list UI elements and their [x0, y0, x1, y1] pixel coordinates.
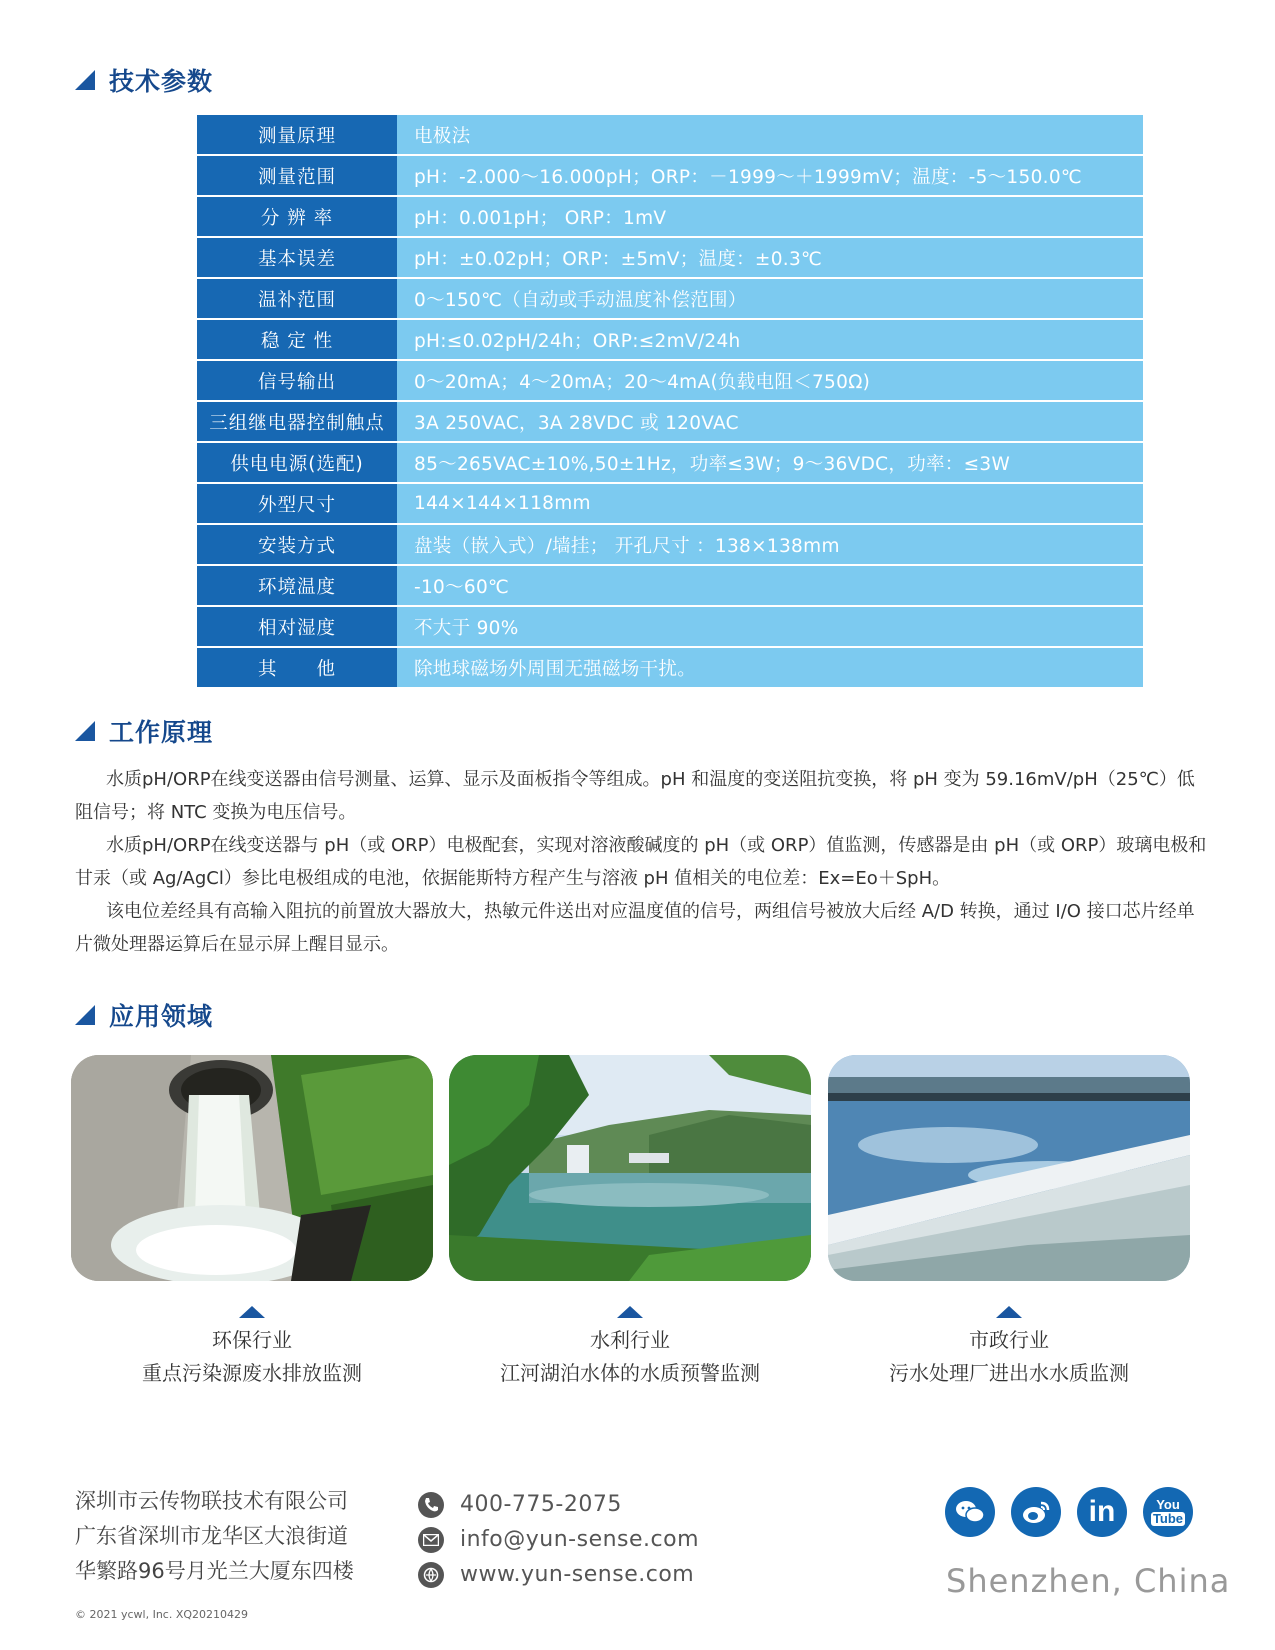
- youtube-icon[interactable]: You Tube: [1143, 1487, 1193, 1537]
- spec-row: [197, 279, 1143, 318]
- contact-phone[interactable]: 400-775-2075: [418, 1487, 699, 1522]
- spec-value: 85～265VAC±10%,50±1Hz，功率≤3W；9～36VDC，功率：≤3W: [397, 443, 1143, 482]
- globe-icon: [418, 1562, 444, 1588]
- spec-row: [197, 402, 1143, 441]
- spec-value: pH：-2.000～16.000pH；ORP：－1999～＋1999mV；温度：-5～150.0℃: [397, 156, 1143, 195]
- spec-key: 信号输出: [197, 361, 397, 400]
- spec-value: 3A 250VAC，3A 28VDC 或 120VAC: [397, 402, 1143, 441]
- spec-key: 外型尺寸: [197, 484, 397, 523]
- spec-row: [197, 320, 1143, 359]
- spec-key: 环境温度: [197, 566, 397, 605]
- spec-row: [197, 197, 1143, 236]
- spec-row: [197, 115, 1143, 154]
- section-title-tech: 技术参数: [75, 62, 213, 98]
- spec-key: 温补范围: [197, 279, 397, 318]
- contact-list: [418, 1487, 699, 1592]
- email-icon: [418, 1527, 444, 1553]
- city-label: Shenzhen, China: [946, 1562, 1231, 1600]
- spec-key: 安装方式: [197, 525, 397, 564]
- linkedin-icon[interactable]: in: [1077, 1487, 1127, 1537]
- spec-row: [197, 648, 1143, 687]
- phone-icon: [418, 1492, 444, 1518]
- spec-row: [197, 525, 1143, 564]
- caption-environmental: 环保行业 重点污染源废水排放监测: [71, 1306, 433, 1390]
- spec-value: pH:≤0.02pH/24h；ORP:≤2mV/24h: [397, 320, 1143, 359]
- spec-row: [197, 238, 1143, 277]
- spec-key: 基本误差: [197, 238, 397, 277]
- spec-key: 其 他: [197, 648, 397, 687]
- spec-value: 144×144×118mm: [397, 484, 1143, 523]
- spec-row: [197, 607, 1143, 646]
- spec-table: [197, 113, 1143, 689]
- spec-row: [197, 484, 1143, 523]
- section-title-principle: 工作原理: [75, 713, 213, 749]
- spec-key: 三组继电器控制触点: [197, 402, 397, 441]
- section-title-application: 应用领域: [75, 997, 213, 1033]
- principle-paragraph: 水质pH/ORP在线变送器由信号测量、运算、显示及面板指令等组成。pH 和温度的变送阻抗变换，将 pH 变为 59.16mV/pH（25℃）低阻信号；将 NTC 变换为电压信号。: [75, 769, 1195, 823]
- spec-value: 除地球磁场外周围无强磁场干扰。: [397, 648, 1143, 687]
- spec-key: 测量范围: [197, 156, 397, 195]
- spec-value: -10～60℃: [397, 566, 1143, 605]
- spec-row: [197, 443, 1143, 482]
- spec-row: [197, 566, 1143, 605]
- spec-value: pH：0.001pH； ORP：1mV: [397, 197, 1143, 236]
- spec-key: 测量原理: [197, 115, 397, 154]
- triangle-marker-icon: [617, 1306, 643, 1318]
- address-line: 华繁路96号月光兰大厦东四楼: [75, 1559, 354, 1583]
- caption-water-conservancy: 水利行业 江河湖泊水体的水质预警监测: [449, 1306, 811, 1390]
- spec-row: [197, 361, 1143, 400]
- company-name: 深圳市云传物联技术有限公司: [75, 1489, 348, 1513]
- triangle-marker-icon: [75, 1005, 95, 1025]
- copyright: © 2021 ycwl, Inc. XQ20210429: [75, 1608, 249, 1621]
- contact-web[interactable]: www.yun-sense.com: [418, 1557, 699, 1592]
- spec-key: 供电电源(选配): [197, 443, 397, 482]
- principle-text: [75, 763, 1210, 961]
- spec-value: 盘装（嵌入式）/墙挂； 开孔尺寸 ：138×138mm: [397, 525, 1143, 564]
- spec-key: 分 辨 率: [197, 197, 397, 236]
- photo-environmental: [71, 1055, 433, 1281]
- spec-value: 不大于 90%: [397, 607, 1143, 646]
- spec-value: pH：±0.02pH；ORP：±5mV；温度：±0.3℃: [397, 238, 1143, 277]
- caption-municipal: 市政行业 污水处理厂进出水水质监测: [828, 1306, 1190, 1390]
- spec-row: [197, 156, 1143, 195]
- spec-value: 0～150℃（自动或手动温度补偿范围）: [397, 279, 1143, 318]
- principle-paragraph: 该电位差经具有高输入阻抗的前置放大器放大，热敏元件送出对应温度值的信号，两组信号被放大后经 A/D 转换，通过 I/O 接口芯片经单片微处理器运算后在显示屏上醒目显示。: [75, 901, 1195, 955]
- triangle-marker-icon: [75, 70, 95, 90]
- social-links: [945, 1487, 1193, 1537]
- principle-paragraph: 水质pH/ORP在线变送器与 pH（或 ORP）电极配套，实现对溶液酸碱度的 pH（或 ORP）值监测，传感器是由 pH（或 ORP）玻璃电极和甘汞（或 Ag/AgCl）参比电极组成的电池，依据能斯特方程产生与溶液 pH 值相关的电位差：Ex=Eo＋SpH。: [75, 835, 1207, 889]
- contact-email[interactable]: info@yun-sense.com: [418, 1522, 699, 1557]
- photo-water-conservancy: [449, 1055, 811, 1281]
- weibo-icon[interactable]: [1011, 1487, 1061, 1537]
- spec-value: 电极法: [397, 115, 1143, 154]
- triangle-marker-icon: [239, 1306, 265, 1318]
- triangle-marker-icon: [75, 721, 95, 741]
- company-address: [75, 1484, 354, 1589]
- spec-key: 稳 定 性: [197, 320, 397, 359]
- address-line: 广东省深圳市龙华区大浪街道: [75, 1524, 348, 1548]
- spec-key: 相对湿度: [197, 607, 397, 646]
- photo-municipal: [828, 1055, 1190, 1281]
- triangle-marker-icon: [996, 1306, 1022, 1318]
- wechat-icon[interactable]: [945, 1487, 995, 1537]
- spec-value: 0～20mA；4～20mA；20～4mA(负载电阻＜750Ω): [397, 361, 1143, 400]
